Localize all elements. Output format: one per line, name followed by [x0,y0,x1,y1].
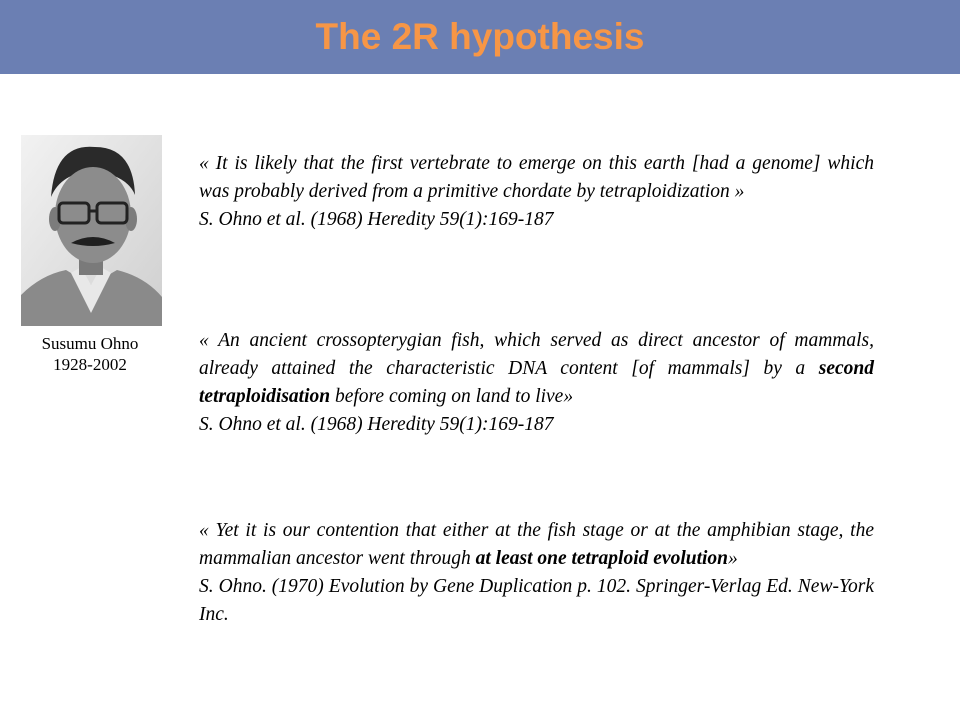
quote-text: « It is likely that the first vertebrate to emerge on this earth [had a genome] which was probably derived from a primitive chordate by tetraploidization » [199,153,874,202]
quote-reference: S. Ohno et al. (1968) Heredity 59(1):169-187 [199,209,554,230]
portrait-illustration [21,135,162,326]
portrait-photo [21,135,162,326]
quote-reference: S. Ohno et al. (1968) Heredity 59(1):169-187 [199,414,554,435]
slide-title: The 2R hypothesis [315,16,645,57]
quote-reference: S. Ohno. (1970) Evolution by Gene Duplication p. 102. Springer-Verlag Ed. New-York Inc. [199,576,874,625]
quote-emphasis: at least one tetraploid evolution [475,548,729,569]
quote-block-1 [199,150,874,234]
quote-text-end: » [728,548,738,569]
quote-block-2 [199,327,874,439]
quote-text-start: « An ancient crossopterygian fish, which served as direct ancestor of mammals, already attained the characteristic DNA content [of mammals] by a [199,330,874,379]
quote-text [199,327,874,411]
caption-name: Susumu Ohno [41,334,139,353]
quote-block-3 [199,517,874,629]
quote-text-end: before coming on land to live» [330,386,574,407]
quote-text-start: « Yet it is our contention that either at the fish stage or at the amphibian stage, the mammalian ancestor went through [199,520,874,569]
quote-text [199,517,874,573]
quote-emphasis: second tetraploidisation [199,358,874,407]
caption-years: 1928-2002 [53,355,127,374]
portrait-caption [22,333,158,375]
